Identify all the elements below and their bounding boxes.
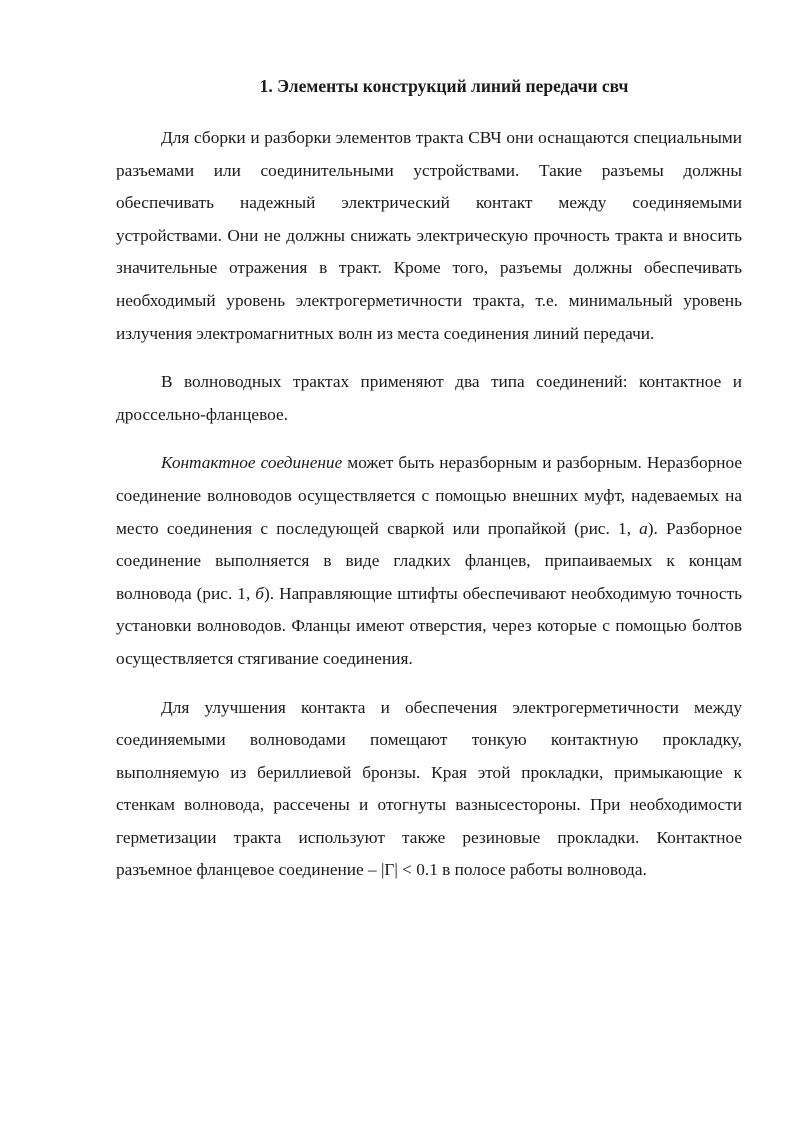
paragraph-text-part2: ). Разборное соединение выполняется в виде гладких фланцев, припаиваемых к концам волновода (рис. 1,	[116, 518, 742, 603]
paragraph-connectors: Для сборки и разборки элементов тракта СВЧ они оснащаются специальными разъемами или соединительными устройствами. Такие разъемы должны обеспечивать надежный электрический контакт между соединяемыми устройствами. Они не должны снижать электрическую прочность тракта и вносить значительные отражения в тракт. Кроме того, разъемы должны обеспечивать необходимый уровень электрогерметичности тракта, т.е. минимальный уровень излучения электромагнитных волн из места соединения линий передачи.	[116, 128, 742, 343]
paragraph-connection-types: В волноводных трактах применяют два типа соединений: контактное и дроссельно-фланцевое.	[116, 372, 742, 424]
term-contact-connection: Контактное соединение	[161, 453, 343, 473]
document-page	[116, 72, 742, 903]
paragraph-contact-connection	[116, 447, 742, 675]
paragraph-text-part1: может быть неразборным и разборным. Неразборное соединение волноводов осуществляется с помощью внешних муфт, надеваемых на место соединения с последующей сваркой или пропайкой (рис. 1,	[116, 453, 742, 538]
paragraph-gasket: Для улучшения контакта и обеспечения электрогерметичности между соединяемыми волноводами помещают тонкую контактную прокладку, выполняемую из бериллиевой бронзы. Края этой прокладки, примыкающие к стенкам волновода, рассечены и отогнуты вазнысестороны. При необходимости герметизации тракта используют также резиновые прокладки. Контактное разъемное фланцевое соединение – |Г| < 0.1 в полосе работы волновода.	[116, 697, 742, 880]
figure-ref-b: б	[255, 583, 264, 603]
section-heading: 1. Элементы конструкций линий передачи свч	[259, 76, 629, 96]
figure-ref-a: а	[639, 518, 648, 538]
paragraph-text-part3: ). Направляющие штифты обеспечивают необходимую точность установки волноводов. Фланцы имеют отверстия, через которые с помощью болтов осуществляется стягивание соединения.	[116, 583, 743, 668]
